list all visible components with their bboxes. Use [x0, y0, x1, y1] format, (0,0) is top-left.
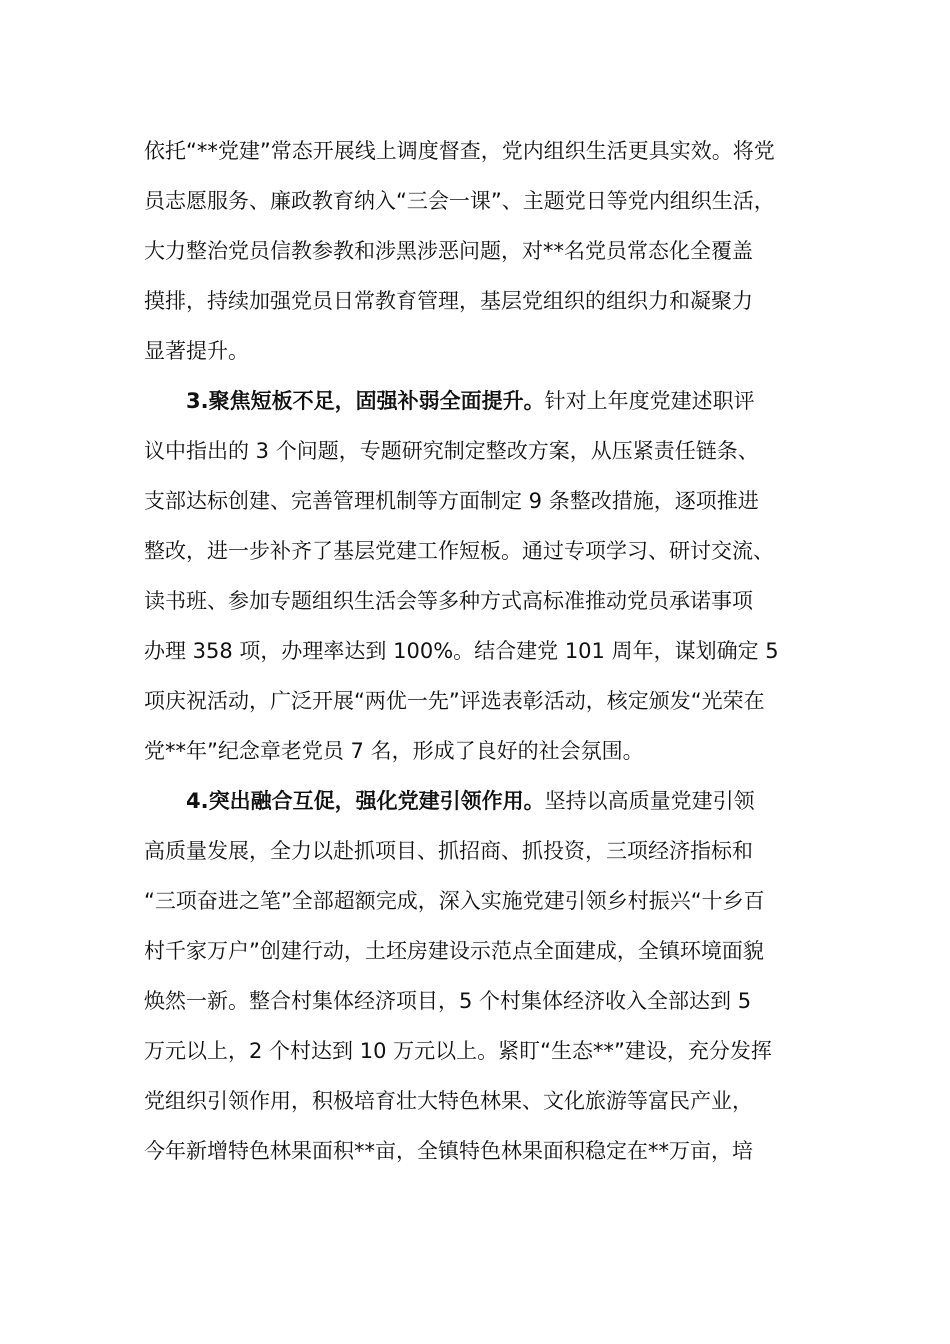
text-line: 党**年”纪念章老党员 7 名，形成了良好的社会氛围。	[144, 739, 644, 763]
paragraph-section-4	[144, 776, 814, 1176]
text-line: 议中指出的 3 个问题，专题研究制定整改方案，从压紧责任链条、	[144, 439, 759, 463]
section-3-first-line	[144, 376, 814, 426]
text-line: 焕然一新。整合村集体经济项目，5 个村集体经济收入全部达到 5	[144, 989, 752, 1013]
section-4-heading: 4.突出融合互促，强化党建引领作用。	[186, 789, 545, 813]
text-line: 依托“**党建”常态开展线上调度督查，党内组织生活更具实效。将党	[144, 139, 775, 163]
text-line: 支部达标创建、完善管理机制等方面制定 9 条整改措施，逐项推进	[144, 489, 759, 513]
text-line: 摸排，持续加强党员日常教育管理，基层党组织的组织力和凝聚力	[144, 289, 753, 313]
text-line: 今年新增特色林果面积**亩，全镇特色林果面积稳定在**万亩，培	[144, 1139, 753, 1163]
text-line: “三项奋进之笔”全部超额完成，深入实施党建引领乡村振兴“十乡百	[144, 889, 765, 913]
document-body	[144, 126, 814, 1176]
text-line: 村千家万户”创建行动，土坯房建设示范点全面建成，全镇环境面貌	[144, 939, 764, 963]
text-line: 大力整治党员信教参教和涉黑涉恶问题，对**名党员常态化全覆盖	[144, 239, 753, 263]
section-4-first-line	[144, 776, 814, 826]
text-line: 项庆祝活动，广泛开展“两优一先”评选表彰活动，核定颁发“光荣在	[144, 689, 765, 713]
text-line: 高质量发展，全力以赴抓项目、抓招商、抓投资，三项经济指标和	[144, 839, 753, 863]
section-4-first-line-text: 坚持以高质量党建引领	[544, 789, 755, 813]
text-line: 万元以上，2 个村达到 10 万元以上。紧盯“生态**”建设，充分发挥	[144, 1039, 772, 1063]
text-line: 整改，进一步补齐了基层党建工作短板。通过专项学习、研讨交流、	[144, 539, 774, 563]
text-line: 办理 358 项，办理率达到 100%。结合建党 101 周年，谋划确定 5	[144, 639, 779, 663]
paragraph-section-3	[144, 376, 814, 776]
text-line: 读书班、参加专题组织生活会等多种方式高标准推动党员承诺事项	[144, 589, 753, 613]
text-line: 显著提升。	[144, 339, 249, 363]
section-3-first-line-text: 针对上年度党建述职评	[544, 389, 755, 413]
text-line: 员志愿服务、廉政教育纳入“三会一课”、主题党日等党内组织生活，	[144, 189, 775, 213]
section-3-heading: 3.聚焦短板不足，固强补弱全面提升。	[186, 389, 545, 413]
paragraph-party-building-supervision	[144, 126, 814, 376]
text-line: 党组织引领作用，积极培育壮大特色林果、文化旅游等富民产业，	[144, 1089, 753, 1113]
